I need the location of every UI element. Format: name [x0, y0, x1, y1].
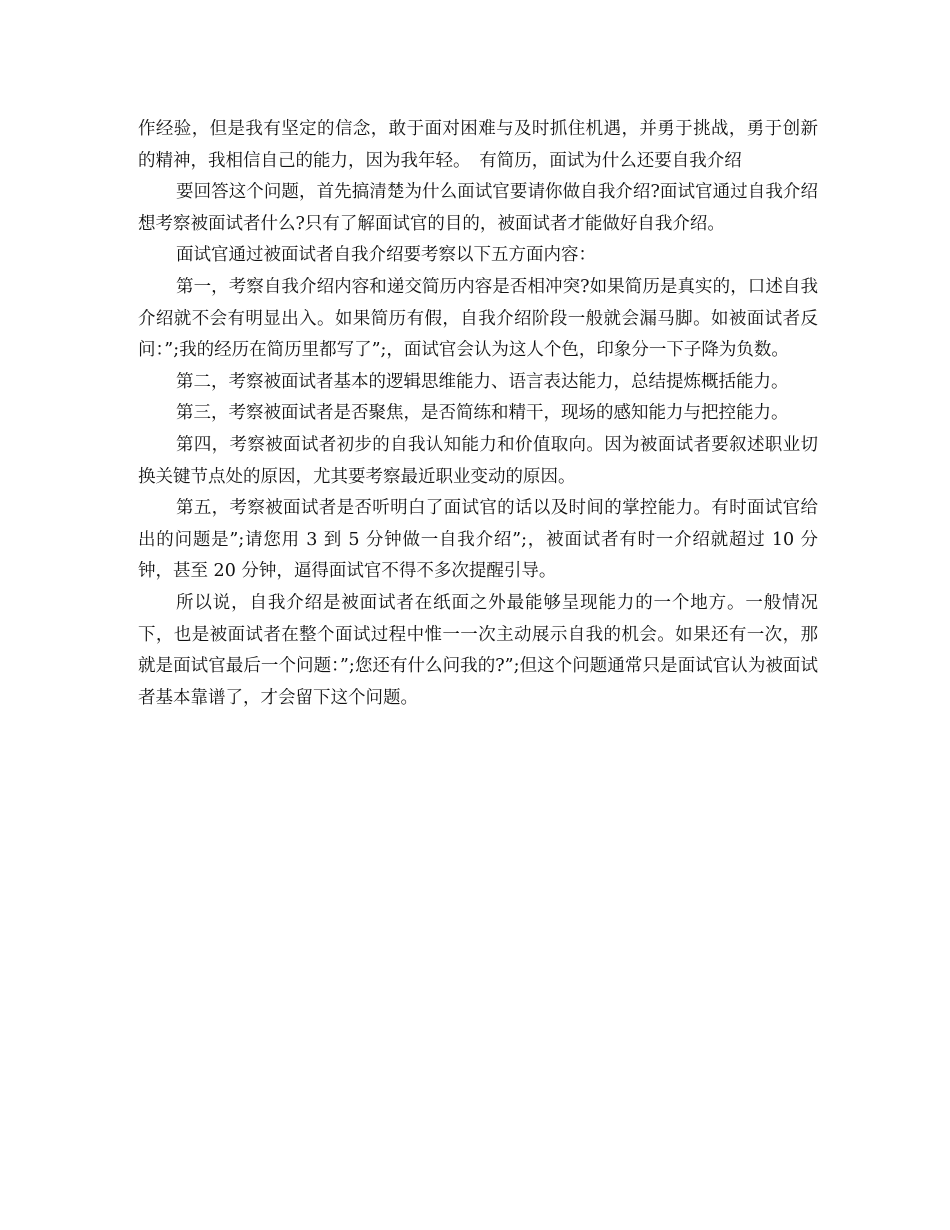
paragraph-3: 面试官通过被面试者自我介绍要考察以下五方面内容：: [176, 245, 596, 266]
document-body: [138, 114, 818, 714]
paragraph-7: 第四，考察被面试者初步的自我认知能力和价值取向。因为被面试者要叙述职业切换关键节点处的原因，尤其要考察最近职业变动的原因。: [138, 434, 818, 487]
paragraph-6: 第三，考察被面试者是否聚焦，是否简练和精干，现场的感知能力与把控能力。: [176, 403, 789, 424]
paragraph-2: 要回答这个问题，首先搞清楚为什么面试官要请你做自我介绍?面试官通过自我介绍想考察被面试者什么?只有了解面试官的目的，被面试者才能做好自我介绍。: [138, 182, 818, 234]
paragraph-5: 第二，考察被面试者基本的逻辑思维能力、语言表达能力，总结提炼概括能力。: [176, 371, 789, 392]
paragraph-1: 作经验，但是我有坚定的信念，敢于面对困难与及时抓住机遇，并勇于挑战，勇于创新的精神，我相信自己的能力，因为我年轻。 有简历，面试为什么还要自我介绍: [138, 119, 818, 171]
paragraph-9: 所以说，自我介绍是被面试者在纸面之外最能够呈现能力的一个地方。一般情况下，也是被面试者在整个面试过程中惟一一次主动展示自我的机会。如果还有一次，那就是面试官最后一个问题：”;您还有什么问我的?”;但这个问题通常只是面试官认为被面试者基本靠谱了，才会留下这个问题。: [138, 592, 818, 708]
paragraph-8: 第五，考察被面试者是否听明白了面试官的话以及时间的掌控能力。有时面试官给出的问题是”;请您用 3 到 5 分钟做一自我介绍”;，被面试者有时一介绍就超过 10 分钟，甚至 20 分钟，逼得面试官不得不多次提醒引导。: [138, 498, 818, 582]
paragraph-4: 第一，考察自我介绍内容和递交简历内容是否相冲突?如果简历是真实的，口述自我介绍就不会有明显出入。如果简历有假，自我介绍阶段一般就会漏马脚。如被面试者反问：”;我的经历在简历里都写了”;，面试官会认为这人个色，印象分一下子降为负数。: [138, 276, 818, 361]
